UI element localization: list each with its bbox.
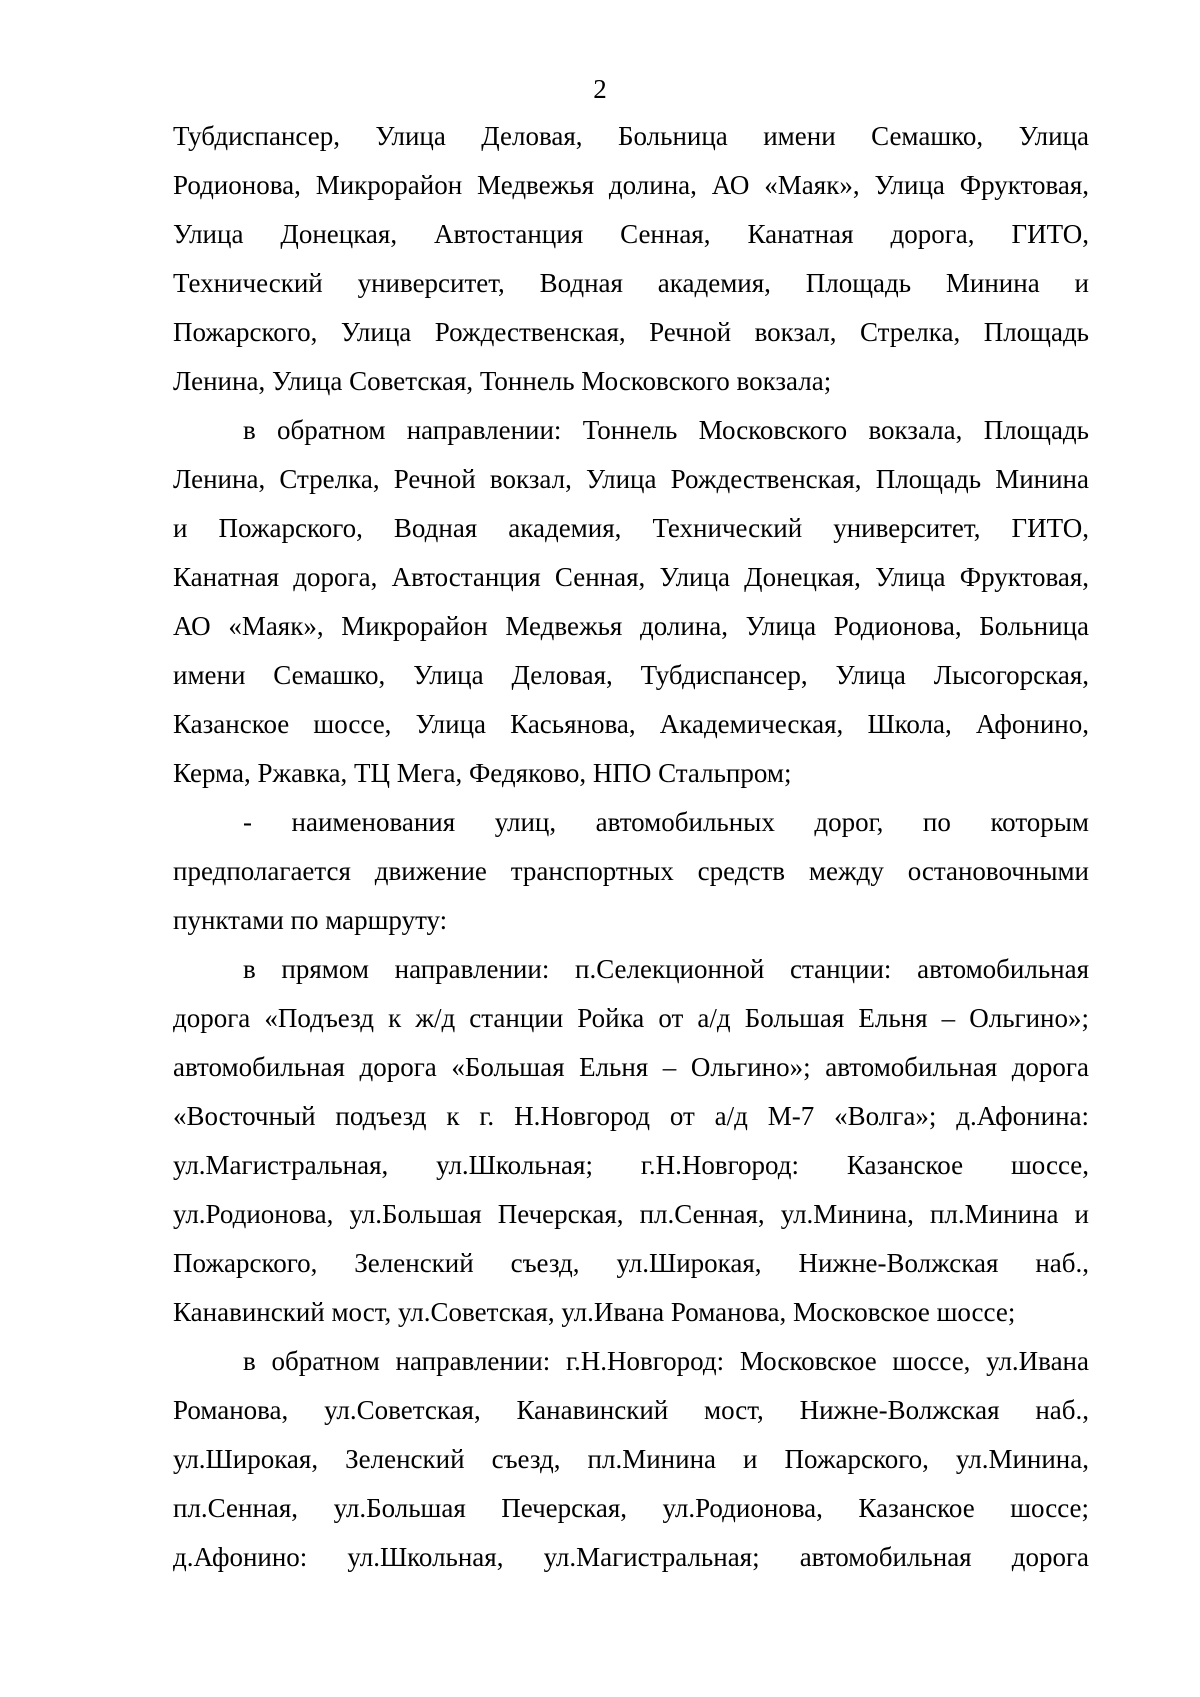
text-line: дорога «Подъезд к ж/д станции Ройка от а/д Большая Ельня – Ольгино»;	[173, 1003, 1089, 1033]
text-line: Тубдиспансер, Улица Деловая, Больница имени Семашко, Улица	[173, 121, 1089, 151]
text-line: в обратном направлении: Тоннель Московского вокзала, Площадь	[243, 415, 1089, 445]
text-line: в прямом направлении: п.Селекционной станции: автомобильная	[243, 954, 1089, 984]
text-line: ул.Родионова, ул.Большая Печерская, пл.Сенная, ул.Минина, пл.Минина и	[173, 1199, 1089, 1229]
text-line: предполагается движение транспортных средств между остановочными	[173, 856, 1089, 886]
text-line: Ленина, Улица Советская, Тоннель Московского вокзала;	[173, 366, 832, 396]
text-line: Канавинский мост, ул.Советская, ул.Ивана Романова, Московское шоссе;	[173, 1297, 1016, 1327]
text-line: ул.Широкая, Зеленский съезд, пл.Минина и Пожарского, ул.Минина,	[173, 1444, 1089, 1474]
text-line: и Пожарского, Водная академия, Технический университет, ГИТО,	[173, 513, 1089, 543]
text-line: Пожарского, Зеленский съезд, ул.Широкая, Нижне-Волжская наб.,	[173, 1248, 1089, 1278]
text-line: Канатная дорога, Автостанция Сенная, Улица Донецкая, Улица Фруктовая,	[173, 562, 1089, 592]
text-line: - наименования улиц, автомобильных дорог, по которым	[243, 807, 1089, 837]
body-text	[173, 112, 1089, 1582]
text-line: Родионова, Микрорайон Медвежья долина, АО «Маяк», Улица Фруктовая,	[173, 170, 1089, 200]
text-line: Казанское шоссе, Улица Касьянова, Академическая, Школа, Афонино,	[173, 709, 1089, 739]
text-line: пунктами по маршруту:	[173, 905, 448, 935]
text-line: пл.Сенная, ул.Большая Печерская, ул.Родионова, Казанское шоссе;	[173, 1493, 1089, 1523]
text-line: Ленина, Стрелка, Речной вокзал, Улица Рождественская, Площадь Минина	[173, 464, 1089, 494]
text-line: д.Афонино: ул.Школьная, ул.Магистральная; автомобильная дорога	[173, 1542, 1089, 1572]
text-line: имени Семашко, Улица Деловая, Тубдиспансер, Улица Лысогорская,	[173, 660, 1089, 690]
text-line: Керма, Ржавка, ТЦ Мега, Федяково, НПО Стальпром;	[173, 758, 792, 788]
text-line: Романова, ул.Советская, Канавинский мост, Нижне-Волжская наб.,	[173, 1395, 1089, 1425]
text-line: в обратном направлении: г.Н.Новгород: Московское шоссе, ул.Ивана	[243, 1346, 1089, 1376]
text-line: «Восточный подъезд к г. Н.Новгород от а/д М-7 «Волга»; д.Афонина:	[173, 1101, 1089, 1131]
text-line: Пожарского, Улица Рождественская, Речной вокзал, Стрелка, Площадь	[173, 317, 1089, 347]
text-line: АО «Маяк», Микрорайон Медвежья долина, Улица Родионова, Больница	[173, 611, 1089, 641]
text-line: Улица Донецкая, Автостанция Сенная, Канатная дорога, ГИТО,	[173, 219, 1089, 249]
text-line: Технический университет, Водная академия, Площадь Минина и	[173, 268, 1089, 298]
text-line: ул.Магистральная, ул.Школьная; г.Н.Новгород: Казанское шоссе,	[173, 1150, 1089, 1180]
text-line: автомобильная дорога «Большая Ельня – Ольгино»; автомобильная дорога	[173, 1052, 1089, 1082]
page-number: 2	[593, 74, 607, 104]
